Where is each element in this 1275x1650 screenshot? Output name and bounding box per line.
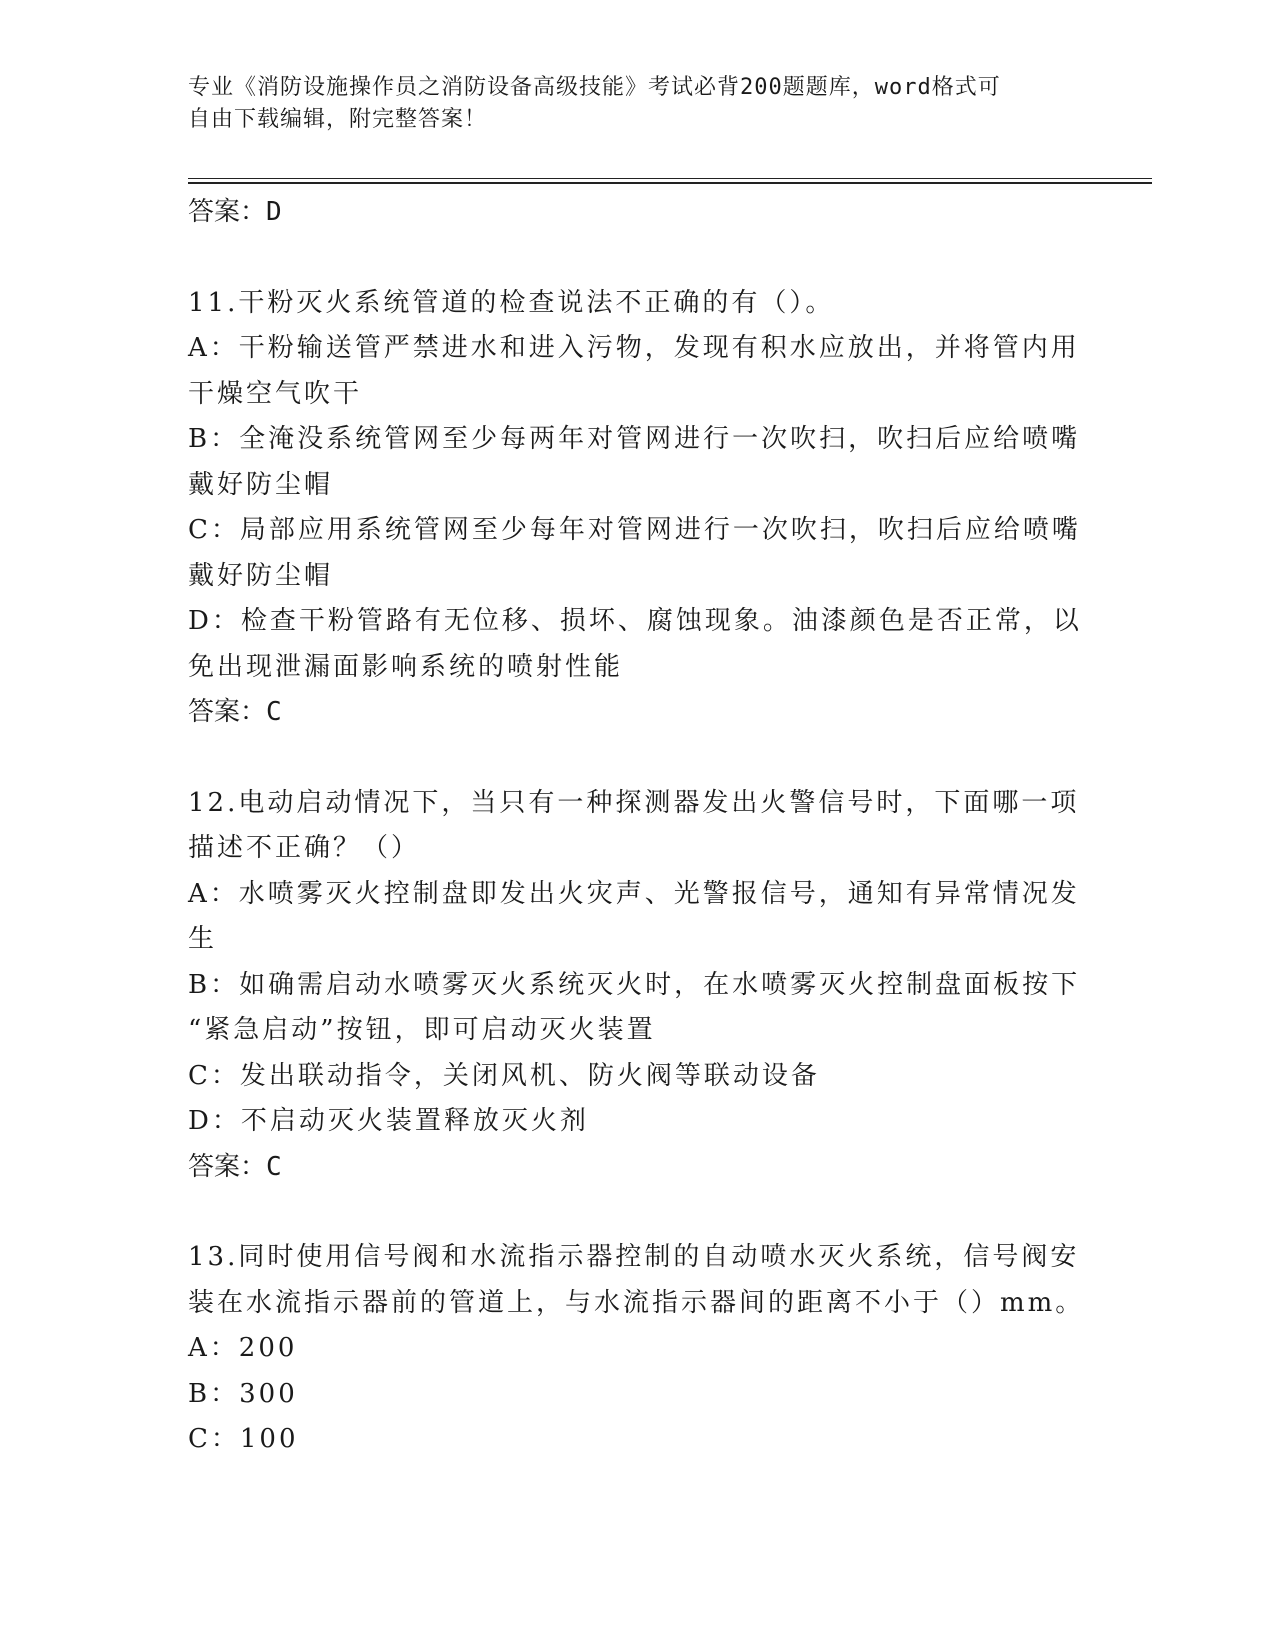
question-13-stem-cont: 装在水流指示器前的管道上，与水流指示器间的距离不小于（）mm。 (188, 1287, 1085, 1318)
header-divider-thin (188, 178, 1152, 179)
document-body (188, 190, 1088, 1463)
question-12-option-b-cont: “紧急启动”按钮，即可启动灭火装置 (188, 1015, 656, 1045)
question-11-stem: 11.干粉灭火系统管道的检查说法不正确的有（）。 (188, 287, 835, 318)
question-13-option-a: A：200 (188, 1333, 298, 1363)
question-12-option-a-cont: 生 (188, 924, 218, 954)
question-13-option-b: B：300 (188, 1378, 298, 1409)
question-11-option-c-cont: 戴好防尘帽 (188, 560, 334, 591)
question-13-stem: 13.同时使用信号阀和水流指示器控制的自动喷水灭火系统，信号阀安 (188, 1242, 1080, 1272)
question-11-option-a: A：干粉输送管严禁进水和进入污物，发现有积水应放出，并将管内用 (188, 333, 1080, 363)
question-11-option-a-cont: 干燥空气吹干 (188, 378, 363, 409)
question-13-option-c: C：100 (188, 1424, 299, 1454)
question-11-option-d-cont: 免出现泄漏面影响系统的喷射性能 (188, 651, 624, 682)
previous-answer: 答案：D (188, 197, 282, 227)
question-12-option-a: A：水喷雾灭火控制盘即发出火灾声、光警报信号，通知有异常情况发 (188, 878, 1080, 909)
question-11-option-c: C：局部应用系统管网至少每年对管网进行一次吹扫，吹扫后应给喷嘴 (188, 515, 1081, 545)
header-line-1: 专业《消防设施操作员之消防设备高级技能》考试必背200题题库，word格式可 (188, 75, 1001, 100)
question-12-stem-cont: 描述不正确？（） (188, 833, 421, 863)
question-11-option-b-cont: 戴好防尘帽 (188, 469, 334, 500)
question-13 (188, 1235, 1088, 1463)
question-11-answer: 答案：C (188, 697, 282, 727)
question-12-answer: 答案：C (188, 1151, 282, 1182)
header-line-2: 自由下载编辑，附完整答案！ (188, 107, 488, 132)
document-header (188, 72, 1088, 136)
question-12 (188, 781, 1088, 1191)
question-12-option-d: D：不启动灭火装置释放灭火剂 (188, 1106, 589, 1136)
question-12-option-c: C：发出联动指令，关闭风机、防火阀等联动设备 (188, 1060, 820, 1091)
header-divider-thick (188, 182, 1152, 184)
question-11-option-d: D：检查干粉管路有无位移、损坏、腐蚀现象。油漆颜色是否正常，以 (188, 606, 1082, 636)
question-12-stem: 12.电动启动情况下，当只有一种探测器发出火警信号时，下面哪一项 (188, 787, 1080, 818)
question-11-option-b: B：全淹没系统管网至少每两年对管网进行一次吹扫，吹扫后应给喷嘴 (188, 424, 1081, 454)
question-12-option-b: B：如确需启动水喷雾灭火系统灭火时，在水喷雾灭火控制盘面板按下 (188, 969, 1081, 1000)
question-11 (188, 281, 1088, 736)
